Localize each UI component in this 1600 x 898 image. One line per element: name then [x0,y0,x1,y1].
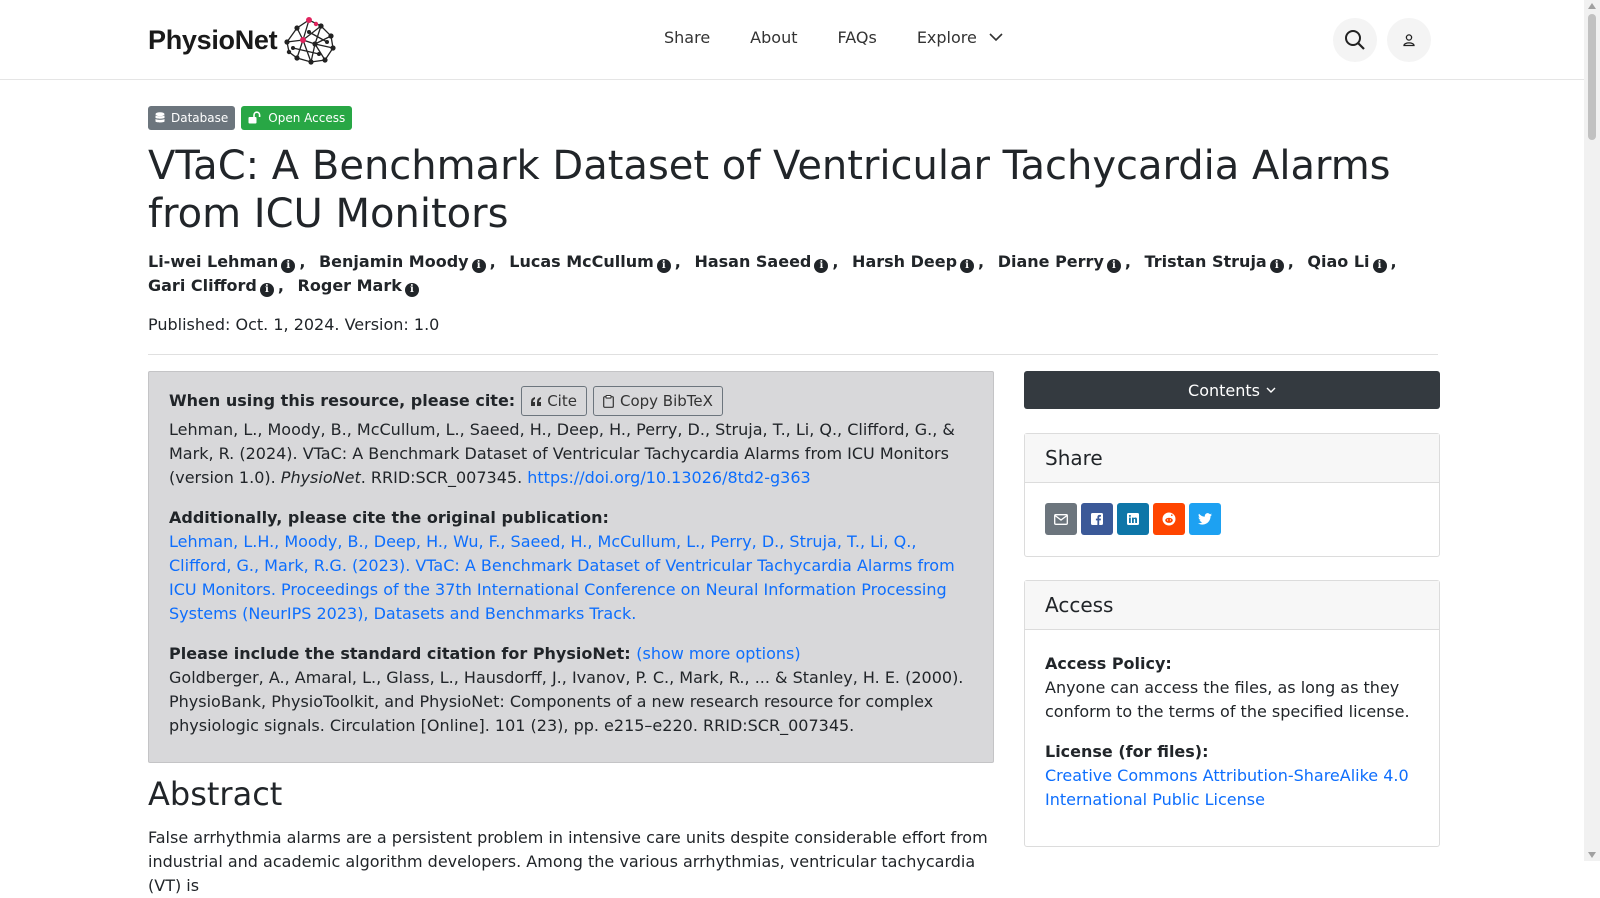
author-list [148,250,1438,298]
contents-dropdown-button[interactable] [1024,371,1440,409]
open-access-badge-label: Open Access [268,111,346,125]
divider [148,354,1438,355]
standard-citation-heading: Please include the standard citation for PhysioNet: [169,644,631,663]
cite-button-label: Cite [547,392,577,410]
author-name: Gari Clifford [148,276,257,295]
citation-journal: PhysioNet [280,468,361,487]
copy-bibtex-button[interactable] [593,386,723,416]
author-separator: , [978,252,985,271]
nav-explore-label: Explore [916,28,977,47]
citation-doi-link[interactable]: https://doi.org/10.13026/8td2-g363 [527,468,811,487]
scroll-down-icon[interactable] [1588,852,1596,858]
info-icon[interactable]: i [1270,259,1284,273]
logo-text: PhysioNet [148,24,278,55]
reddit-icon [1162,512,1176,526]
author-separator: , [277,276,284,295]
database-badge [148,106,235,130]
author-name: Qiao Li [1307,252,1370,271]
access-card [1024,580,1440,847]
citation-text-main: Lehman, L., Moody, B., McCullum, L., Saeed, H., Deep, H., Perry, D., Struja, T., Li, Q., Clifford, G., & Mark, R. (2024). VTaC: A Benchmark Dataset of Ventricular Tachycardia Alarms from ICU Monitors (version 1.0). [169,420,955,487]
chevron-down-icon [989,33,1003,42]
license-link[interactable]: Creative Commons Attribution-ShareAlike 4.0 International Public License [1045,766,1409,809]
badges [148,106,352,130]
database-icon [155,112,165,124]
author-name: Li-wei Lehman [148,252,279,271]
author-separator: , [1390,252,1397,271]
author-separator: , [489,252,496,271]
share-card [1024,433,1440,557]
scroll-up-icon[interactable] [1588,3,1596,9]
search-button[interactable] [1333,18,1377,62]
facebook-icon [1091,513,1103,525]
clipboard-icon [603,395,614,408]
account-button[interactable] [1387,18,1431,62]
access-card-title: Access [1025,581,1439,630]
quote-icon [531,397,541,406]
author-separator: , [832,252,839,271]
info-icon[interactable]: i [281,259,295,273]
info-icon[interactable]: i [1373,259,1387,273]
scroll-thumb[interactable] [1588,14,1596,140]
author-name: Roger Mark [297,276,402,295]
cite-button[interactable] [521,386,587,416]
search-icon [1344,29,1366,51]
info-icon[interactable]: i [405,283,419,297]
network-logo-icon [281,14,339,66]
page-scrollbar[interactable] [1584,0,1600,861]
info-icon[interactable]: i [960,259,974,273]
citation-heading-row [169,386,973,416]
author-name: Tristan Struja [1144,252,1267,271]
info-icon[interactable]: i [814,259,828,273]
show-more-options-link[interactable]: (show more options) [636,644,801,663]
abstract-heading: Abstract [148,775,283,813]
license-label: License (for files): [1045,742,1209,761]
main-nav [664,28,1003,47]
open-access-badge [241,106,352,130]
info-icon[interactable]: i [1107,259,1121,273]
author-name: Lucas McCullum [509,252,654,271]
standard-citation-text: Goldberger, A., Amaral, L., Glass, L., Hausdorff, J., Ivanov, P. C., Mark, R., ... & Stanley, H. E. (2000). PhysioBank, PhysioToolkit, and PhysioNet: Components of a new research resource for complex physiologic signals. Circulation [Online]. 101 (23), pp. e215–e220. RRID:SCR_007345. [169,668,964,735]
share-linkedin-button[interactable] [1117,503,1149,535]
info-icon[interactable]: i [472,259,486,273]
nav-faqs[interactable]: FAQs [837,28,877,47]
original-publication-heading: Additionally, please cite the original publication: [169,508,609,527]
info-icon[interactable]: i [260,283,274,297]
page-title: VTaC: A Benchmark Dataset of Ventricular Tachycardia Alarms from ICU Monitors [148,143,1391,237]
nav-about[interactable]: About [750,28,798,47]
contents-label: Contents [1188,380,1260,400]
access-policy-label: Access Policy: [1045,654,1172,673]
linkedin-icon [1127,513,1139,525]
user-icon [1402,33,1416,47]
author-name: Benjamin Moody [318,252,469,271]
nav-share[interactable]: Share [664,28,711,47]
citation-text [169,418,973,490]
database-badge-label: Database [171,111,229,125]
author-separator: , [1287,252,1294,271]
citation-heading: When using this resource, please cite: [169,391,516,410]
access-policy-text: Anyone can access the files, as long as they conform to the terms of the specified license. [1045,678,1410,721]
author-separator: , [299,252,306,271]
author-name: Harsh Deep [852,252,958,271]
share-facebook-button[interactable] [1081,503,1113,535]
unlock-icon [248,112,262,124]
share-twitter-button[interactable] [1189,503,1221,535]
share-buttons [1045,503,1419,535]
published-date: Published: Oct. 1, 2024. Version: 1.0 [148,315,440,334]
email-icon [1054,514,1068,525]
chevron-down-icon [1266,387,1276,394]
site-header [0,0,1584,80]
physionet-logo[interactable] [148,14,339,66]
twitter-icon [1198,513,1212,525]
share-email-button[interactable] [1045,503,1077,535]
author-separator: , [674,252,681,271]
share-card-title: Share [1025,434,1439,483]
share-reddit-button[interactable] [1153,503,1185,535]
copy-bibtex-label: Copy BibTeX [619,392,713,410]
info-icon[interactable]: i [657,259,671,273]
author-name: Diane Perry [997,252,1104,271]
author-name: Hasan Saeed [694,252,812,271]
citation-box [148,371,994,763]
abstract-text: False arrhythmia alarms are a persistent problem in intensive care units despite considerable effort from industrial and academic algorithm developers. Among the various arrhythmias, ventricular tachycardia (VT) is [148,828,988,895]
citation-rrid: . RRID:SCR_007345. [360,468,523,487]
standard-citation-heading-row [169,642,973,666]
author-separator: , [1124,252,1131,271]
original-publication-link[interactable]: Lehman, L.H., Moody, B., Deep, H., Wu, F., Saeed, H., McCullum, L., Perry, D., Struja, T., Li, Q., Clifford, G., Mark, R.G. (2023). VTaC: A Benchmark Dataset of Ventricular Tachycardia Alarms from ICU Monitors. Proceedings of the 37th International Conference on Neural Information Processing Systems (NeurIPS 2023), Datasets and Benchmarks Track. [169,532,955,623]
nav-explore[interactable] [917,28,1003,47]
